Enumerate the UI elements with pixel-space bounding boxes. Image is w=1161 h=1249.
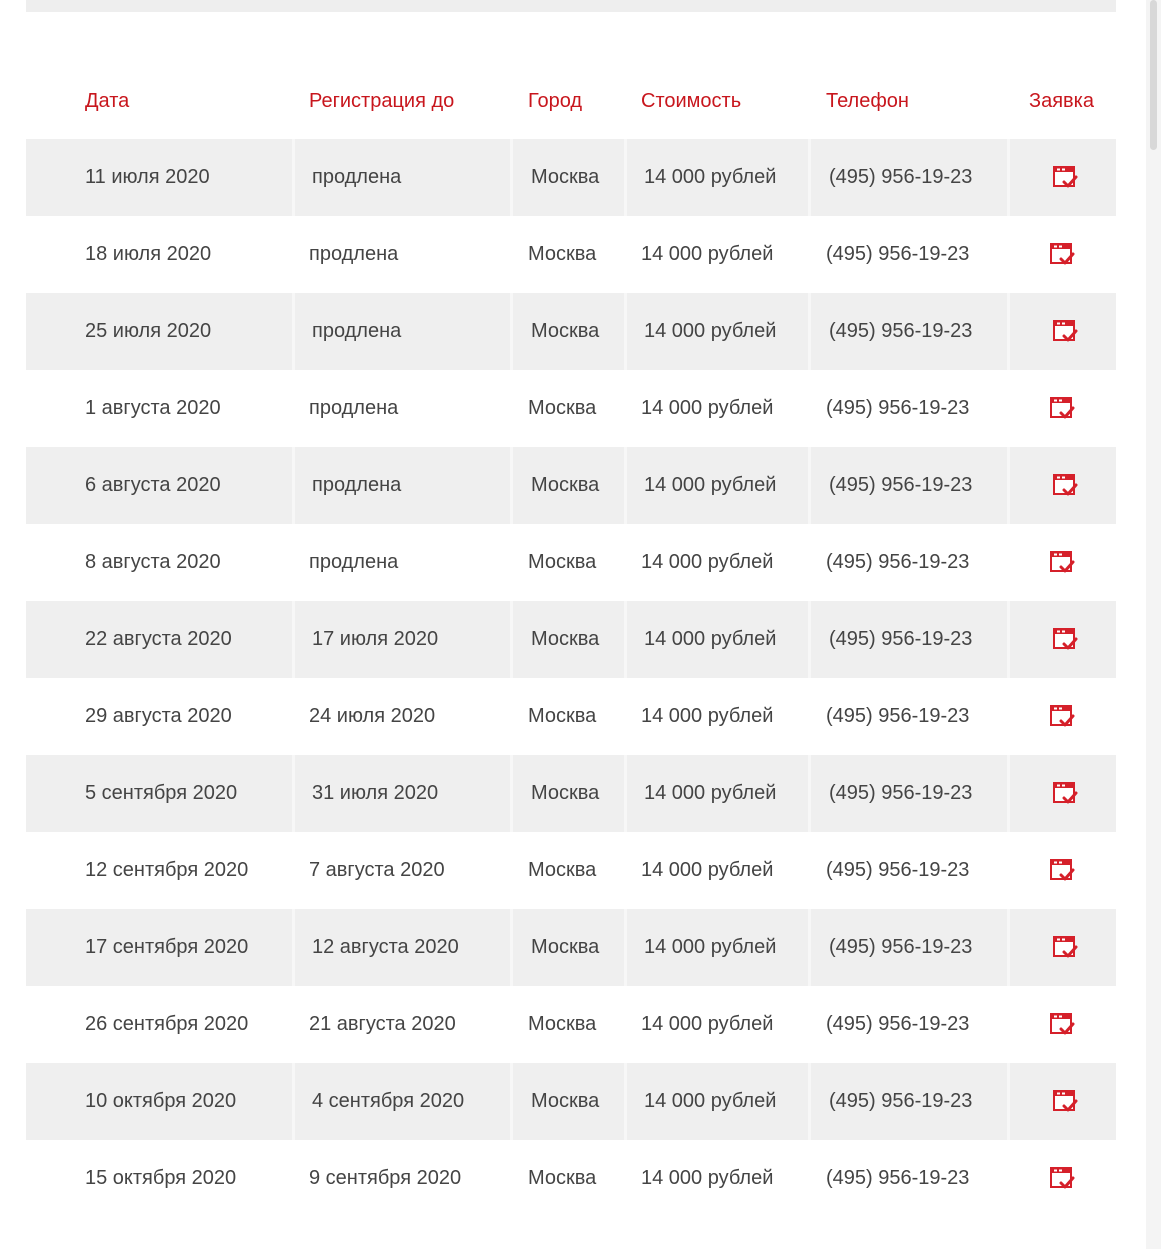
cell-reg-until: продлена <box>292 139 401 216</box>
cell-apply <box>1007 139 1119 216</box>
cell-city: Москва <box>510 601 599 678</box>
cell-apply <box>1007 755 1119 832</box>
calendar-check-icon[interactable] <box>1049 1012 1075 1038</box>
header-apply: Заявка <box>1029 90 1094 112</box>
calendar-check-icon[interactable] <box>1052 319 1078 345</box>
cell-date: 1 августа 2020 <box>85 397 221 419</box>
cell-city: Москва <box>510 755 599 832</box>
cell-reg-until: 17 июля 2020 <box>292 601 438 678</box>
calendar-check-icon[interactable] <box>1049 1166 1075 1192</box>
cell-phone: (495) 956-19-23 <box>826 397 970 419</box>
table-body <box>26 139 1116 1217</box>
cell-date: 26 сентября 2020 <box>85 1013 249 1035</box>
cell-apply <box>1007 678 1116 755</box>
cell-price: 14 000 рублей <box>624 755 776 832</box>
cell-date: 15 октября 2020 <box>85 1167 237 1189</box>
cell-price: 14 000 рублей <box>624 293 776 370</box>
header-price: Стоимость <box>641 90 742 112</box>
calendar-check-icon[interactable] <box>1052 935 1078 961</box>
cell-city: Москва <box>510 293 599 370</box>
cell-price: 14 000 рублей <box>641 551 774 573</box>
table-row <box>26 678 1116 755</box>
calendar-check-icon[interactable] <box>1049 242 1075 268</box>
scrollbar[interactable] <box>1146 0 1161 1249</box>
cell-apply <box>1007 447 1119 524</box>
cell-date: 8 августа 2020 <box>85 551 221 573</box>
cell-city: Москва <box>528 397 597 419</box>
table-row <box>26 986 1116 1063</box>
cell-date: 11 июля 2020 <box>85 166 210 188</box>
table-row <box>26 293 1116 370</box>
calendar-check-icon[interactable] <box>1052 1089 1078 1115</box>
header-date: Дата <box>85 90 130 112</box>
cell-apply <box>1007 524 1116 601</box>
table-row <box>26 832 1116 909</box>
cell-city: Москва <box>528 705 597 727</box>
cell-phone: (495) 956-19-23 <box>826 1013 970 1035</box>
cell-reg-until: 7 августа 2020 <box>309 859 445 881</box>
cell-reg-until: продлена <box>309 551 399 573</box>
cell-price: 14 000 рублей <box>641 243 774 265</box>
cell-price: 14 000 рублей <box>624 139 776 216</box>
cell-phone: (495) 956-19-23 <box>808 909 972 986</box>
header-phone: Телефон <box>826 90 909 112</box>
calendar-check-icon[interactable] <box>1052 627 1078 653</box>
cell-price: 14 000 рублей <box>641 1167 774 1189</box>
table-row <box>26 1063 1116 1140</box>
cell-apply <box>1007 293 1119 370</box>
table-row <box>26 601 1116 678</box>
cell-apply <box>1007 601 1119 678</box>
cell-city: Москва <box>510 909 599 986</box>
header-city: Город <box>528 90 583 112</box>
cell-city: Москва <box>528 1013 597 1035</box>
cell-phone: (495) 956-19-23 <box>808 447 972 524</box>
cell-date: 29 августа 2020 <box>85 705 232 727</box>
cell-date: 12 сентября 2020 <box>85 859 249 881</box>
header-reg-until: Регистрация до <box>309 90 455 112</box>
cell-date: 22 августа 2020 <box>85 628 232 650</box>
table-row <box>26 1140 1116 1217</box>
calendar-check-icon[interactable] <box>1049 704 1075 730</box>
table-header <box>26 62 1116 139</box>
cell-price: 14 000 рублей <box>641 1013 774 1035</box>
cell-price: 14 000 рублей <box>624 447 776 524</box>
calendar-check-icon[interactable] <box>1052 473 1078 499</box>
cell-reg-until: 24 июля 2020 <box>309 705 436 727</box>
table-row <box>26 755 1116 832</box>
cell-city: Москва <box>510 139 599 216</box>
cell-phone: (495) 956-19-23 <box>826 859 970 881</box>
cell-apply <box>1007 1140 1116 1217</box>
table-row <box>26 216 1116 293</box>
cell-apply <box>1007 1063 1119 1140</box>
cell-price: 14 000 рублей <box>641 859 774 881</box>
cell-phone: (495) 956-19-23 <box>808 755 972 832</box>
cell-phone: (495) 956-19-23 <box>808 293 972 370</box>
cell-phone: (495) 956-19-23 <box>808 139 972 216</box>
cell-reg-until: продлена <box>292 293 401 370</box>
calendar-check-icon[interactable] <box>1049 858 1075 884</box>
cell-phone: (495) 956-19-23 <box>808 601 972 678</box>
cell-phone: (495) 956-19-23 <box>808 1063 972 1140</box>
cell-price: 14 000 рублей <box>641 705 774 727</box>
top-panel <box>26 0 1116 12</box>
cell-city: Москва <box>510 447 599 524</box>
cell-date: 5 сентября 2020 <box>85 782 238 804</box>
cell-date: 10 октября 2020 <box>85 1090 237 1112</box>
cell-date: 25 июля 2020 <box>85 320 212 342</box>
cell-apply <box>1007 370 1116 447</box>
calendar-check-icon[interactable] <box>1049 396 1075 422</box>
cell-apply <box>1007 986 1116 1063</box>
cell-reg-until: 31 июля 2020 <box>292 755 438 832</box>
cell-city: Москва <box>528 551 597 573</box>
cell-city: Москва <box>510 1063 599 1140</box>
calendar-check-icon[interactable] <box>1049 550 1075 576</box>
cell-reg-until: 4 сентября 2020 <box>292 1063 464 1140</box>
cell-phone: (495) 956-19-23 <box>826 243 970 265</box>
cell-reg-until: 12 августа 2020 <box>292 909 459 986</box>
table-row <box>26 447 1116 524</box>
cell-city: Москва <box>528 859 597 881</box>
table-row <box>26 370 1116 447</box>
cell-city: Москва <box>528 243 597 265</box>
cell-reg-until: продлена <box>309 397 399 419</box>
cell-city: Москва <box>528 1167 597 1189</box>
cell-date: 6 августа 2020 <box>85 474 221 496</box>
cell-apply <box>1007 216 1116 293</box>
table-row <box>26 909 1116 986</box>
cell-phone: (495) 956-19-23 <box>826 705 970 727</box>
cell-apply <box>1007 909 1119 986</box>
cell-price: 14 000 рублей <box>641 397 774 419</box>
cell-date: 18 июля 2020 <box>85 243 212 265</box>
scrollbar-thumb[interactable] <box>1150 0 1157 150</box>
cell-price: 14 000 рублей <box>624 601 776 678</box>
cell-reg-until: продлена <box>292 447 401 524</box>
cell-phone: (495) 956-19-23 <box>826 1167 970 1189</box>
schedule-table <box>26 62 1116 1217</box>
cell-reg-until: 21 августа 2020 <box>309 1013 456 1035</box>
cell-reg-until: 9 сентября 2020 <box>309 1167 462 1189</box>
cell-price: 14 000 рублей <box>624 1063 776 1140</box>
calendar-check-icon[interactable] <box>1052 165 1078 191</box>
calendar-check-icon[interactable] <box>1052 781 1078 807</box>
cell-price: 14 000 рублей <box>624 909 776 986</box>
cell-phone: (495) 956-19-23 <box>826 551 970 573</box>
table-row <box>26 139 1116 216</box>
table-row <box>26 524 1116 601</box>
cell-date: 17 сентября 2020 <box>85 936 249 958</box>
cell-reg-until: продлена <box>309 243 399 265</box>
cell-apply <box>1007 832 1116 909</box>
